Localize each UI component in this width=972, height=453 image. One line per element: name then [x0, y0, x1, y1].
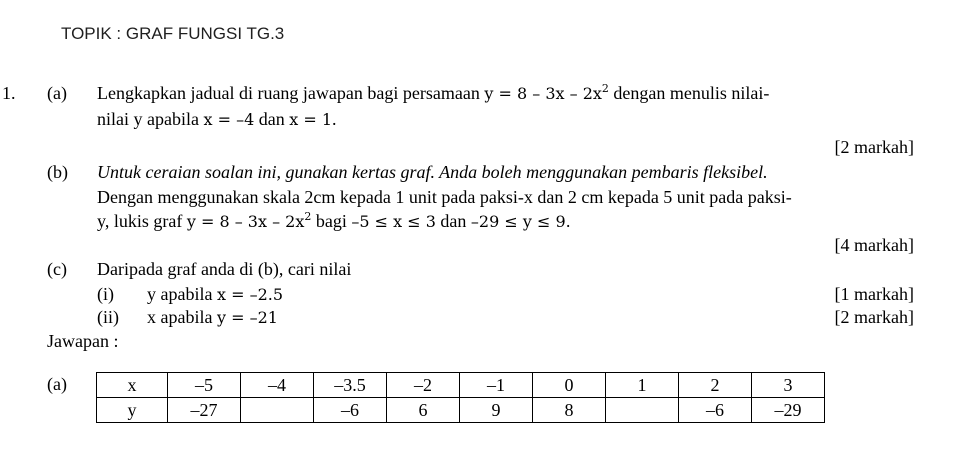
- answer-table-cell-blank[interactable]: [606, 398, 679, 423]
- part-c-ii-pre: x apabila: [147, 307, 217, 327]
- part-b-range-y: –29 ≤ y ≤ 9.: [470, 212, 571, 231]
- part-a-line1-pre: Lengkapkan jadual di ruang jawapan bagi persamaan: [97, 83, 485, 103]
- answer-table-cell: 0: [533, 373, 606, 398]
- part-b-label: (b): [47, 162, 68, 182]
- part-b-line3-mid: bagi: [311, 211, 352, 231]
- part-b-marks: [4 markah]: [834, 235, 914, 255]
- answer-heading: Jawapan :: [47, 331, 119, 351]
- part-a-equation: [484, 84, 609, 103]
- part-c-i-text: [147, 284, 283, 305]
- part-a-equation-exponent: 2: [601, 82, 609, 95]
- answer-table-cell: 6: [387, 398, 460, 423]
- part-b-line2: Dengan menggunakan skala 2cm kepada 1 unit pada paksi-x dan 2 cm kepada 5 unit pada paksi-: [97, 187, 792, 207]
- answer-table-cell: –6: [314, 398, 387, 423]
- answer-table-cell: –6: [679, 398, 752, 423]
- part-a-line2-pre: nilai y apabila: [97, 109, 204, 129]
- answer-table-cell: 8: [533, 398, 606, 423]
- part-c-ii-label: (ii): [97, 307, 119, 327]
- part-a-label: (a): [47, 83, 67, 103]
- part-b-line1: Untuk ceraian soalan ini, gunakan kertas graf. Anda boleh menggunakan pembaris fleksibel.: [97, 162, 768, 182]
- part-a-x1: x = –4: [203, 110, 255, 129]
- part-b-range-x: –5 ≤ x ≤ 3: [351, 212, 436, 231]
- part-c-label: (c): [47, 259, 67, 279]
- answer-table-cell: 1: [606, 373, 679, 398]
- answer-table-header-y: y: [97, 398, 168, 423]
- part-c-ii-marks: [2 markah]: [834, 307, 914, 327]
- part-a-equation-base: y = 8 – 3x – 2x: [484, 84, 602, 103]
- answer-table-cell: –27: [168, 398, 241, 423]
- part-b-line3-pre: y, lukis graf: [97, 211, 187, 231]
- answer-table-cell: 2: [679, 373, 752, 398]
- answer-table-row-y: [97, 398, 825, 423]
- part-b-line3: [97, 211, 571, 232]
- part-c-ii-text: [147, 307, 278, 328]
- answer-table-cell-blank[interactable]: [241, 398, 314, 423]
- answer-table-cell: 9: [460, 398, 533, 423]
- answer-table-cell: –1: [460, 373, 533, 398]
- answer-table-cell: –29: [752, 398, 825, 423]
- answer-table-cell: –3.5: [314, 373, 387, 398]
- part-b-equation-exponent: 2: [304, 210, 312, 223]
- part-c-i-label: (i): [97, 284, 114, 304]
- answer-table-cell: –5: [168, 373, 241, 398]
- part-b-equation: [187, 212, 312, 231]
- part-a-marks: [2 markah]: [834, 137, 914, 157]
- part-a-line1: [97, 83, 769, 104]
- part-c-text: Daripada graf anda di (b), cari nilai: [97, 259, 352, 279]
- part-c-i-marks: [1 markah]: [834, 284, 914, 304]
- part-a-line2-mid: dan: [254, 109, 290, 129]
- part-c-i-equation: x = –2.5: [216, 285, 284, 304]
- part-b-line3-and: dan: [435, 211, 471, 231]
- part-c-ii-equation: y = –21: [216, 308, 278, 327]
- part-a-line2-post: .: [332, 109, 337, 129]
- part-a-line2: [97, 109, 337, 130]
- answer-table-cell: –4: [241, 373, 314, 398]
- answer-table-header-x: x: [97, 373, 168, 398]
- part-c-i-pre: y apabila: [147, 284, 217, 304]
- answer-table-cell: 3: [752, 373, 825, 398]
- part-a-line1-post: dengan menulis nilai-: [608, 83, 770, 103]
- topic-title: TOPIK : GRAF FUNGSI TG.3: [61, 24, 285, 43]
- answer-part-a-label: (a): [47, 374, 67, 394]
- answer-table-cell: –2: [387, 373, 460, 398]
- question-number: 1.: [2, 83, 16, 103]
- answer-table-row-x: [97, 373, 825, 398]
- answer-table: [96, 372, 825, 423]
- part-b-equation-base: y = 8 – 3x – 2x: [186, 212, 305, 231]
- part-a-x2: x = 1: [289, 110, 333, 129]
